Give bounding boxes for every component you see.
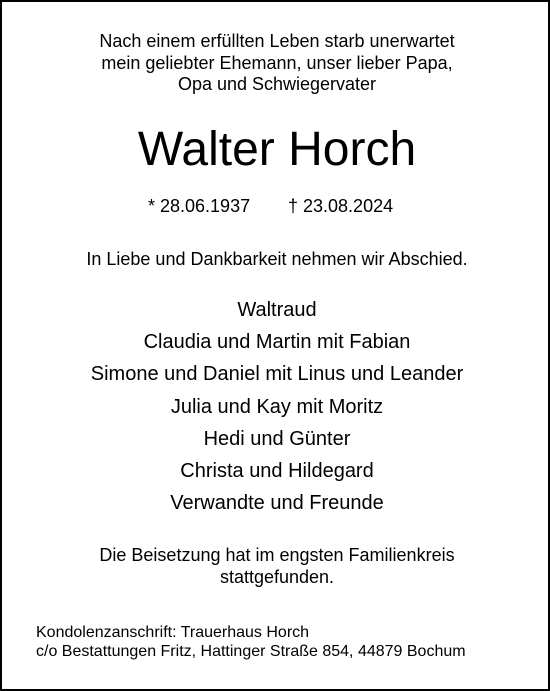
mourner-item: Waltraud bbox=[237, 299, 317, 321]
mourner-item: Verwandte und Freunde bbox=[170, 492, 384, 515]
condolence-line: Kondolenzanschrift: Trauerhaus Horch bbox=[36, 624, 310, 641]
intro-line: Nach einem erfüllten Leben starb unerwartet bbox=[99, 31, 455, 51]
intro-line: mein geliebter Ehemann, unser lieber Papa, bbox=[101, 52, 453, 73]
mourner-item: Hedi und Günter bbox=[203, 427, 351, 450]
condolence-line: c/o Bestattungen Fritz, Hattinger Straße 854, 44879 Bochum bbox=[36, 643, 466, 660]
mourner-item: Julia und Kay mit Moritz bbox=[170, 395, 384, 418]
deceased-name: Walter Horch bbox=[137, 123, 417, 176]
burial-line: Die Beisetzung hat im engsten Familienkreis bbox=[99, 545, 455, 565]
condolence-address bbox=[36, 623, 466, 661]
birth-date: * 28.06.1937 bbox=[148, 196, 251, 216]
mourner-item: Simone und Daniel mit Linus und Leander bbox=[90, 363, 464, 386]
farewell-text: In Liebe und Dankbarkeit nehmen wir Abschied. bbox=[86, 249, 468, 269]
mourner-item: Christa und Hildegard bbox=[180, 460, 374, 483]
intro-line: Opa und Schwiegervater bbox=[177, 74, 377, 94]
intro-text bbox=[2, 31, 550, 96]
mourners-list bbox=[2, 294, 550, 519]
death-date: † 23.08.2024 bbox=[288, 196, 394, 216]
burial-notice bbox=[2, 545, 550, 588]
burial-line: stattgefunden. bbox=[219, 566, 335, 587]
mourner-item: Claudia und Martin mit Fabian bbox=[143, 331, 411, 354]
